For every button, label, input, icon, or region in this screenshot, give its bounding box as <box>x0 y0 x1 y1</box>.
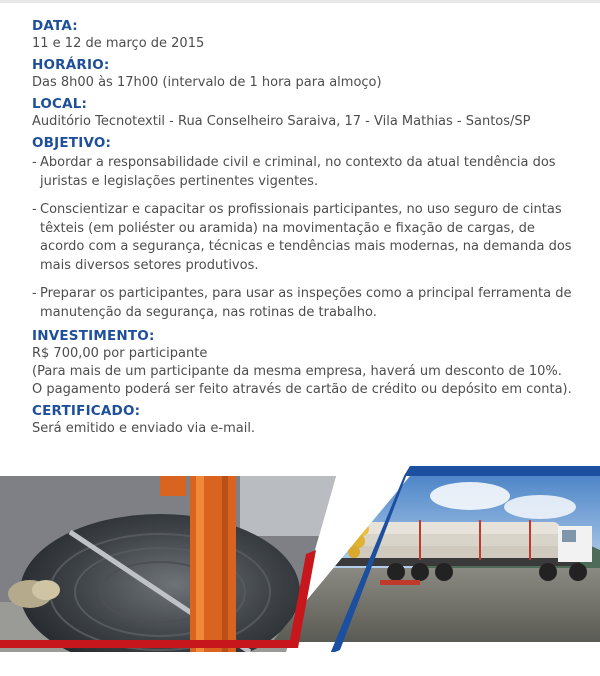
objective-item <box>32 201 577 275</box>
certificate-heading: CERTIFICADO: <box>32 403 141 419</box>
schedule-text: Das 8h00 às 17h00 (intervalo de 1 hora para almoço) <box>32 75 382 90</box>
objective-item <box>32 285 577 322</box>
photo-banner <box>0 462 600 676</box>
certificate-text: Será emitido e enviado via e-mail. <box>32 421 256 436</box>
objective-item-text: Abordar a responsabilidade civil e criminal, no contexto da atual tendência dos juristas e legislações pertinentes vigentes. <box>40 155 556 189</box>
objective-item <box>32 154 577 191</box>
event-info <box>32 18 577 442</box>
investment-payment: O pagamento poderá ser feito através de cartão de crédito ou depósito em conta). <box>32 382 572 397</box>
investment-heading: INVESTIMENTO: <box>32 328 155 344</box>
bullet-dash: - <box>32 202 37 217</box>
location-text: Auditório Tecnotextil - Rua Conselheiro Saraiva, 17 - Vila Mathias - Santos/SP <box>32 114 531 129</box>
date-text: 11 e 12 de março de 2015 <box>32 36 205 51</box>
bullet-dash: - <box>32 155 37 170</box>
schedule-heading: HORÁRIO: <box>32 57 110 73</box>
date-section <box>32 18 577 53</box>
objective-item-text: Preparar os participantes, para usar as inspeções como a principal ferramenta de manutenção da segurança, nas rotinas de trabalho. <box>40 286 572 320</box>
location-section <box>32 96 577 131</box>
date-heading: DATA: <box>32 18 78 34</box>
investment-section <box>32 328 577 399</box>
investment-price: R$ 700,00 por participante <box>32 346 208 361</box>
objective-item-text: Conscientizar e capacitar os profissionais participantes, no uso seguro de cintas têxteis (em poliéster ou aramida) na movimentação e fixação de cargas, de acordo com a segurança, técnicas e tendências mais modernas, na demanda dos mais diversos setores produtivos. <box>40 202 572 273</box>
blue-accent-stripe <box>404 466 600 476</box>
location-heading: LOCAL: <box>32 96 88 112</box>
schedule-section <box>32 57 577 92</box>
photo-banner-graphic <box>0 462 600 676</box>
investment-discount: (Para mais de um participante da mesma empresa, haverá um desconto de 10%. <box>32 364 562 379</box>
top-divider <box>0 0 600 3</box>
bullet-dash: - <box>32 286 37 301</box>
certificate-section <box>32 403 577 438</box>
objective-section <box>32 135 577 322</box>
objective-heading: OBJETIVO: <box>32 135 112 151</box>
